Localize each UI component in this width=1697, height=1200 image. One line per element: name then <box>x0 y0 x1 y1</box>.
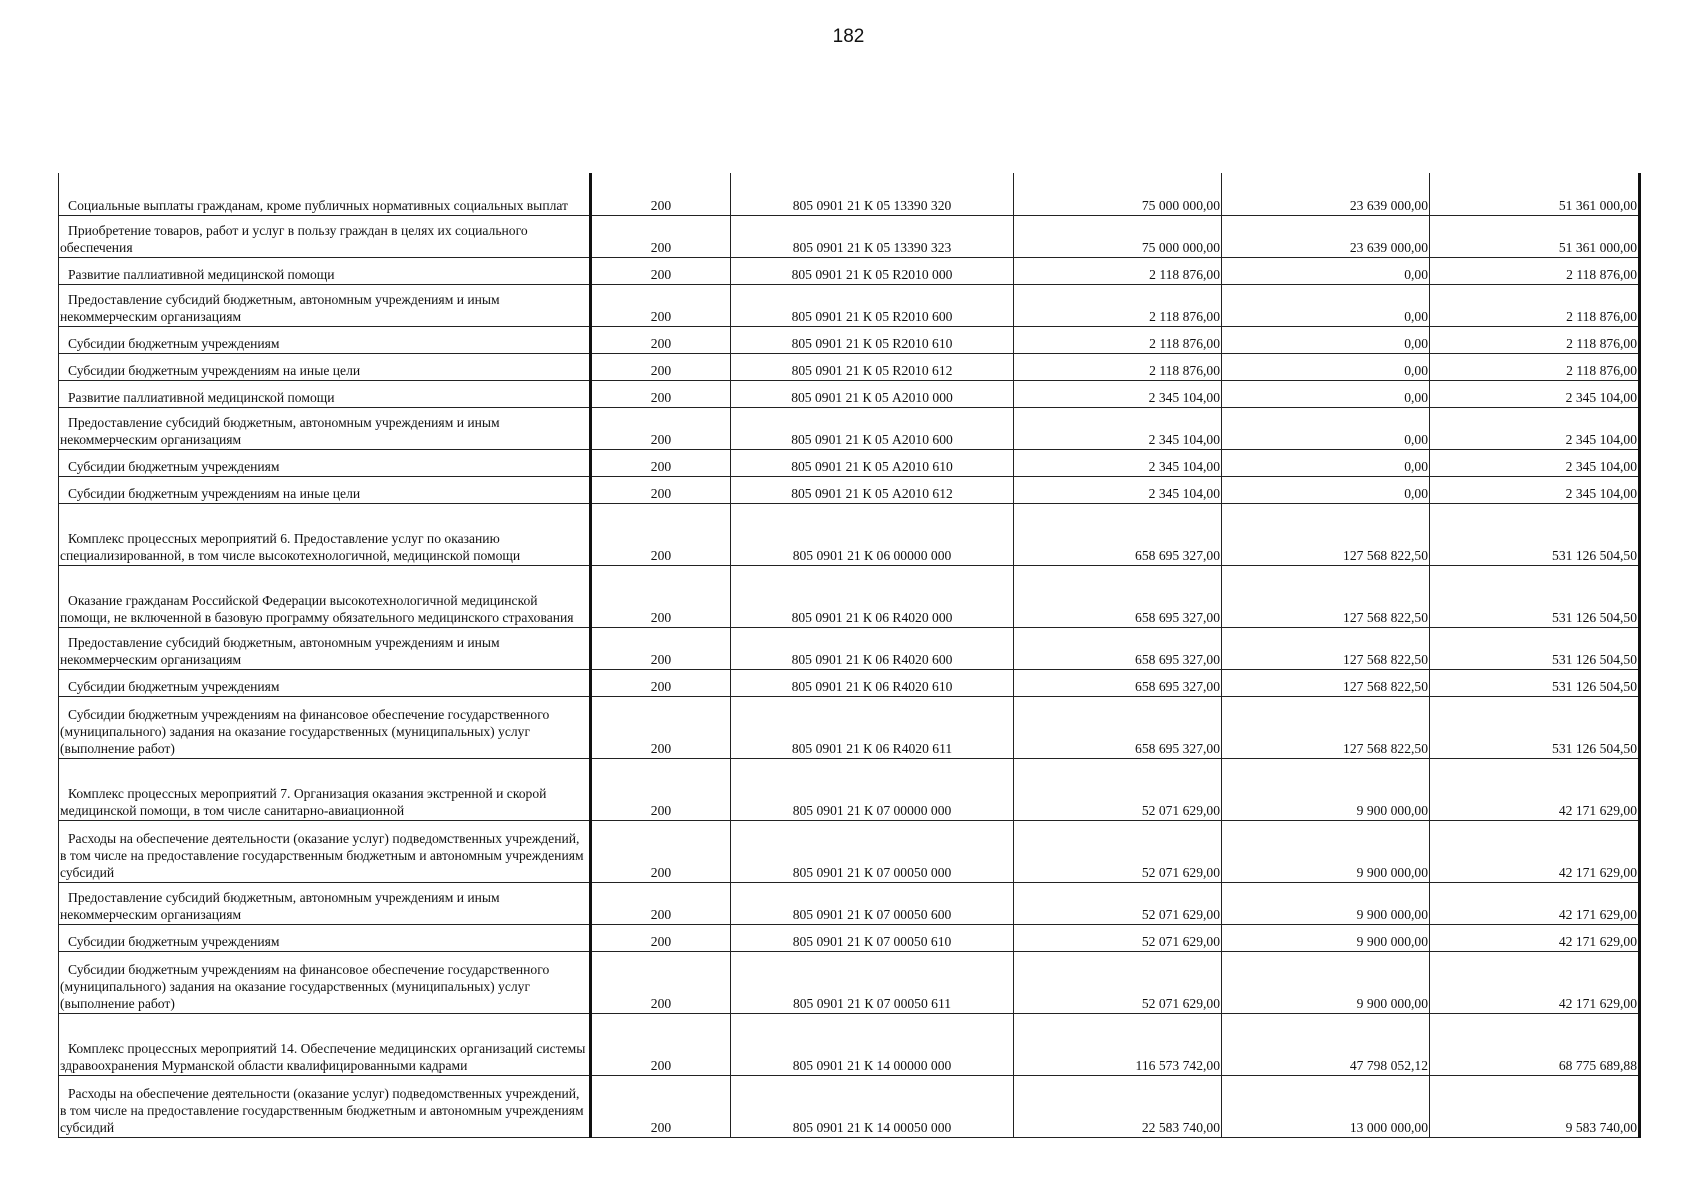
row-status-code: 200 <box>591 924 731 951</box>
row-budget-code: 805 0901 21 К 06 R4020 610 <box>731 669 1014 696</box>
table-row <box>59 820 1640 882</box>
row-description: Расходы на обеспечение деятельности (оказание услуг) подведомственных учреждений, в том числе на предоставление государственным бюджетным и автономным учреждениям субсидий <box>59 1075 591 1137</box>
row-amount-approved: 2 345 104,00 <box>1014 449 1222 476</box>
row-amount-remaining: 68 775 689,88 <box>1430 1013 1640 1075</box>
row-amount-executed: 0,00 <box>1222 257 1430 284</box>
table-row <box>59 326 1640 353</box>
row-amount-executed: 0,00 <box>1222 326 1430 353</box>
row-amount-approved: 658 695 327,00 <box>1014 565 1222 627</box>
row-amount-approved: 2 345 104,00 <box>1014 476 1222 503</box>
row-amount-approved: 2 118 876,00 <box>1014 284 1222 326</box>
row-description: Предоставление субсидий бюджетным, автономным учреждениям и иным некоммерческим организациям <box>59 627 591 669</box>
row-budget-code: 805 0901 21 К 14 00000 000 <box>731 1013 1014 1075</box>
row-status-code: 200 <box>591 565 731 627</box>
table-row <box>59 951 1640 1013</box>
row-amount-approved: 22 583 740,00 <box>1014 1075 1222 1137</box>
row-amount-executed: 127 568 822,50 <box>1222 565 1430 627</box>
table-row <box>59 407 1640 449</box>
row-amount-remaining: 531 126 504,50 <box>1430 565 1640 627</box>
row-description: Комплекс процессных мероприятий 6. Предоставление услуг по оказанию специализированной, в том числе высокотехнологичной, медицинской помощи <box>59 503 591 565</box>
row-amount-remaining: 9 583 740,00 <box>1430 1075 1640 1137</box>
row-amount-remaining: 2 345 104,00 <box>1430 449 1640 476</box>
row-status-code: 200 <box>591 449 731 476</box>
row-amount-executed: 9 900 000,00 <box>1222 820 1430 882</box>
row-description: Предоставление субсидий бюджетным, автономным учреждениям и иным некоммерческим организациям <box>59 284 591 326</box>
row-amount-executed: 23 639 000,00 <box>1222 173 1430 215</box>
row-amount-remaining: 51 361 000,00 <box>1430 215 1640 257</box>
row-budget-code: 805 0901 21 К 05 R2010 612 <box>731 353 1014 380</box>
row-amount-remaining: 2 345 104,00 <box>1430 380 1640 407</box>
table-row <box>59 565 1640 627</box>
row-budget-code: 805 0901 21 К 07 00050 611 <box>731 951 1014 1013</box>
row-description: Субсидии бюджетным учреждениям <box>59 326 591 353</box>
row-amount-remaining: 42 171 629,00 <box>1430 951 1640 1013</box>
row-description: Предоставление субсидий бюджетным, автономным учреждениям и иным некоммерческим организациям <box>59 882 591 924</box>
row-status-code: 200 <box>591 1013 731 1075</box>
row-budget-code: 805 0901 21 К 06 00000 000 <box>731 503 1014 565</box>
row-amount-executed: 9 900 000,00 <box>1222 951 1430 1013</box>
row-amount-remaining: 2 118 876,00 <box>1430 257 1640 284</box>
row-status-code: 200 <box>591 407 731 449</box>
table-row <box>59 627 1640 669</box>
row-amount-approved: 2 118 876,00 <box>1014 326 1222 353</box>
row-amount-approved: 52 071 629,00 <box>1014 758 1222 820</box>
row-amount-executed: 0,00 <box>1222 353 1430 380</box>
table-row <box>59 758 1640 820</box>
row-amount-executed: 0,00 <box>1222 476 1430 503</box>
row-budget-code: 805 0901 21 К 05 R2010 000 <box>731 257 1014 284</box>
row-budget-code: 805 0901 21 К 07 00000 000 <box>731 758 1014 820</box>
table-row <box>59 1075 1640 1137</box>
table-row <box>59 215 1640 257</box>
row-amount-executed: 47 798 052,12 <box>1222 1013 1430 1075</box>
row-amount-approved: 658 695 327,00 <box>1014 696 1222 758</box>
row-status-code: 200 <box>591 882 731 924</box>
table-row <box>59 669 1640 696</box>
table-row <box>59 257 1640 284</box>
row-amount-executed: 0,00 <box>1222 380 1430 407</box>
row-status-code: 200 <box>591 627 731 669</box>
row-description: Субсидии бюджетным учреждениям на финансовое обеспечение государственного (муниципального) задания на оказание государственных (муниципальных) услуг (выполнение работ) <box>59 696 591 758</box>
row-amount-approved: 658 695 327,00 <box>1014 627 1222 669</box>
row-amount-executed: 23 639 000,00 <box>1222 215 1430 257</box>
row-description: Комплекс процессных мероприятий 7. Организация оказания экстренной и скорой медицинской помощи, в том числе санитарно-авиационной <box>59 758 591 820</box>
row-amount-remaining: 42 171 629,00 <box>1430 820 1640 882</box>
row-budget-code: 805 0901 21 К 05 А2010 600 <box>731 407 1014 449</box>
row-amount-executed: 13 000 000,00 <box>1222 1075 1430 1137</box>
row-amount-remaining: 42 171 629,00 <box>1430 882 1640 924</box>
row-description: Субсидии бюджетным учреждениям на иные цели <box>59 353 591 380</box>
table-row <box>59 503 1640 565</box>
row-amount-remaining: 42 171 629,00 <box>1430 758 1640 820</box>
row-amount-remaining: 2 345 104,00 <box>1430 407 1640 449</box>
row-description: Субсидии бюджетным учреждениям на финансовое обеспечение государственного (муниципального) задания на оказание государственных (муниципальных) услуг (выполнение работ) <box>59 951 591 1013</box>
row-description: Приобретение товаров, работ и услуг в пользу граждан в целях их социального обеспечения <box>59 215 591 257</box>
table-row <box>59 173 1640 215</box>
row-amount-approved: 52 071 629,00 <box>1014 951 1222 1013</box>
row-amount-approved: 658 695 327,00 <box>1014 669 1222 696</box>
table-row <box>59 696 1640 758</box>
row-amount-remaining: 2 118 876,00 <box>1430 353 1640 380</box>
row-description: Социальные выплаты гражданам, кроме публичных нормативных социальных выплат <box>59 173 591 215</box>
row-status-code: 200 <box>591 173 731 215</box>
row-amount-remaining: 2 345 104,00 <box>1430 476 1640 503</box>
row-amount-approved: 2 345 104,00 <box>1014 380 1222 407</box>
row-budget-code: 805 0901 21 К 07 00050 000 <box>731 820 1014 882</box>
row-status-code: 200 <box>591 215 731 257</box>
row-amount-executed: 9 900 000,00 <box>1222 758 1430 820</box>
row-description: Предоставление субсидий бюджетным, автономным учреждениям и иным некоммерческим организациям <box>59 407 591 449</box>
row-status-code: 200 <box>591 380 731 407</box>
row-budget-code: 805 0901 21 К 14 00050 000 <box>731 1075 1014 1137</box>
table-row <box>59 476 1640 503</box>
row-amount-remaining: 531 126 504,50 <box>1430 503 1640 565</box>
row-budget-code: 805 0901 21 К 05 13390 320 <box>731 173 1014 215</box>
row-amount-executed: 127 568 822,50 <box>1222 696 1430 758</box>
row-description: Субсидии бюджетным учреждениям <box>59 669 591 696</box>
row-description: Субсидии бюджетным учреждениям <box>59 449 591 476</box>
row-status-code: 200 <box>591 951 731 1013</box>
row-amount-executed: 0,00 <box>1222 407 1430 449</box>
row-amount-remaining: 531 126 504,50 <box>1430 627 1640 669</box>
row-amount-approved: 75 000 000,00 <box>1014 173 1222 215</box>
row-amount-remaining: 42 171 629,00 <box>1430 924 1640 951</box>
row-amount-approved: 52 071 629,00 <box>1014 924 1222 951</box>
row-amount-approved: 2 118 876,00 <box>1014 353 1222 380</box>
row-description: Субсидии бюджетным учреждениям на иные цели <box>59 476 591 503</box>
row-amount-remaining: 2 118 876,00 <box>1430 326 1640 353</box>
row-budget-code: 805 0901 21 К 05 R2010 610 <box>731 326 1014 353</box>
row-budget-code: 805 0901 21 К 05 А2010 610 <box>731 449 1014 476</box>
row-amount-approved: 52 071 629,00 <box>1014 882 1222 924</box>
table-row <box>59 924 1640 951</box>
row-amount-approved: 116 573 742,00 <box>1014 1013 1222 1075</box>
row-status-code: 200 <box>591 257 731 284</box>
row-budget-code: 805 0901 21 К 05 R2010 600 <box>731 284 1014 326</box>
row-amount-executed: 9 900 000,00 <box>1222 882 1430 924</box>
row-status-code: 200 <box>591 820 731 882</box>
row-status-code: 200 <box>591 1075 731 1137</box>
row-description: Субсидии бюджетным учреждениям <box>59 924 591 951</box>
row-status-code: 200 <box>591 353 731 380</box>
row-amount-approved: 2 345 104,00 <box>1014 407 1222 449</box>
row-amount-executed: 9 900 000,00 <box>1222 924 1430 951</box>
row-budget-code: 805 0901 21 К 05 13390 323 <box>731 215 1014 257</box>
row-budget-code: 805 0901 21 К 06 R4020 600 <box>731 627 1014 669</box>
row-amount-remaining: 531 126 504,50 <box>1430 669 1640 696</box>
row-status-code: 200 <box>591 284 731 326</box>
row-budget-code: 805 0901 21 К 05 А2010 000 <box>731 380 1014 407</box>
table-row <box>59 449 1640 476</box>
table-row <box>59 353 1640 380</box>
row-status-code: 200 <box>591 503 731 565</box>
row-budget-code: 805 0901 21 К 06 R4020 000 <box>731 565 1014 627</box>
row-amount-approved: 52 071 629,00 <box>1014 820 1222 882</box>
row-amount-approved: 75 000 000,00 <box>1014 215 1222 257</box>
row-budget-code: 805 0901 21 К 05 А2010 612 <box>731 476 1014 503</box>
table-row <box>59 284 1640 326</box>
row-description: Оказание гражданам Российской Федерации высокотехнологичной медицинской помощи, не включенной в базовую программу обязательного медицинского страхования <box>59 565 591 627</box>
row-amount-approved: 658 695 327,00 <box>1014 503 1222 565</box>
row-description: Расходы на обеспечение деятельности (оказание услуг) подведомственных учреждений, в том числе на предоставление государственным бюджетным и автономным учреждениям субсидий <box>59 820 591 882</box>
row-description: Развитие паллиативной медицинской помощи <box>59 257 591 284</box>
row-status-code: 200 <box>591 476 731 503</box>
row-amount-executed: 127 568 822,50 <box>1222 669 1430 696</box>
table-row <box>59 380 1640 407</box>
page-number: 182 <box>832 26 865 47</box>
row-amount-executed: 127 568 822,50 <box>1222 503 1430 565</box>
row-status-code: 200 <box>591 696 731 758</box>
row-amount-executed: 0,00 <box>1222 449 1430 476</box>
row-status-code: 200 <box>591 669 731 696</box>
table-body <box>59 173 1640 1137</box>
row-status-code: 200 <box>591 758 731 820</box>
row-amount-executed: 0,00 <box>1222 284 1430 326</box>
row-amount-remaining: 51 361 000,00 <box>1430 173 1640 215</box>
budget-table <box>58 173 1641 1138</box>
row-amount-remaining: 2 118 876,00 <box>1430 284 1640 326</box>
row-amount-remaining: 531 126 504,50 <box>1430 696 1640 758</box>
table-row <box>59 882 1640 924</box>
row-amount-executed: 127 568 822,50 <box>1222 627 1430 669</box>
row-budget-code: 805 0901 21 К 07 00050 600 <box>731 882 1014 924</box>
row-budget-code: 805 0901 21 К 07 00050 610 <box>731 924 1014 951</box>
table-row <box>59 1013 1640 1075</box>
row-description: Развитие паллиативной медицинской помощи <box>59 380 591 407</box>
row-description: Комплекс процессных мероприятий 14. Обеспечение медицинских организаций системы здравоохранения Мурманской области квалифицированными кадрами <box>59 1013 591 1075</box>
row-budget-code: 805 0901 21 К 06 R4020 611 <box>731 696 1014 758</box>
row-status-code: 200 <box>591 326 731 353</box>
row-amount-approved: 2 118 876,00 <box>1014 257 1222 284</box>
